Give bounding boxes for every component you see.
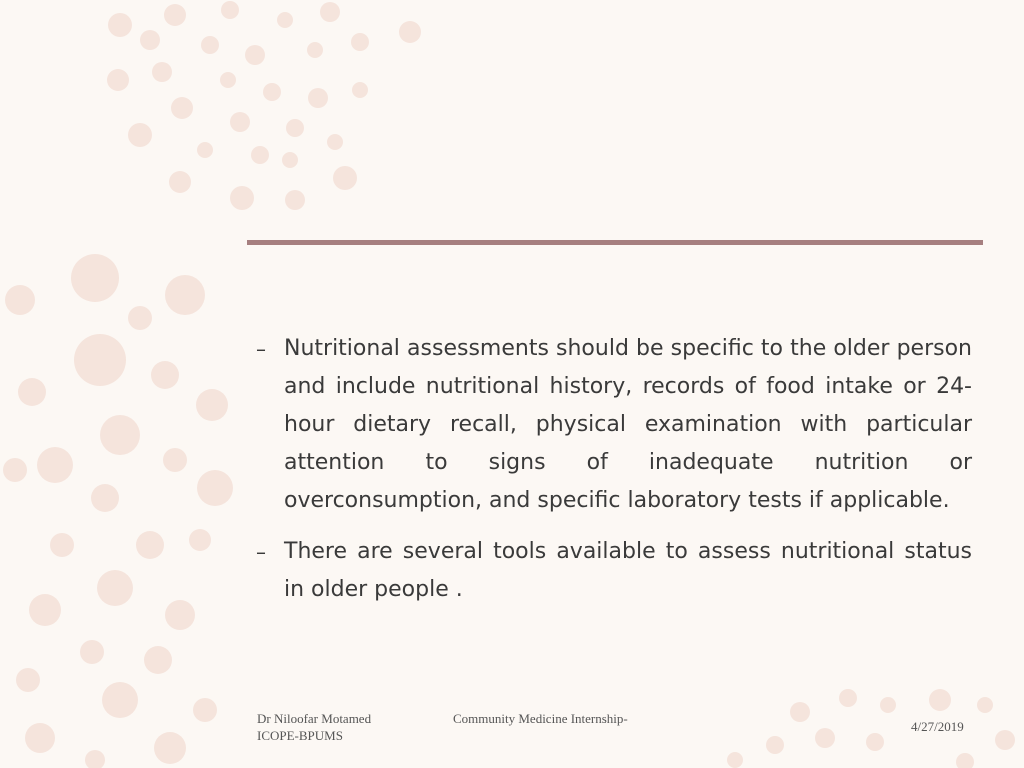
footer-date: 4/27/2019 bbox=[911, 719, 964, 734]
footer-affiliation: ICOPE-BPUMS bbox=[257, 728, 343, 743]
bullet-text: Nutritional assessments should be specific to the older person and include nutritional history, records of food intake or 24-hour dietary recall, physical examination with particular attention to signs of inadequate nutrition or overconsumption, and specific laboratory tests if applicable. bbox=[284, 336, 972, 513]
bullet-marker: – bbox=[256, 337, 266, 361]
bullet-marker: – bbox=[256, 540, 266, 564]
bullet-text: There are several tools available to assess nutritional status in older people . bbox=[284, 539, 972, 602]
bullet-item bbox=[256, 330, 972, 520]
title-divider-line bbox=[247, 240, 983, 245]
footer-author-name: Dr Niloofar Motamed bbox=[257, 711, 372, 726]
content-body bbox=[256, 330, 972, 622]
footer-course: Community Medicine Internship- bbox=[453, 711, 628, 726]
footer-author bbox=[257, 710, 371, 744]
bullet-item bbox=[256, 533, 972, 609]
